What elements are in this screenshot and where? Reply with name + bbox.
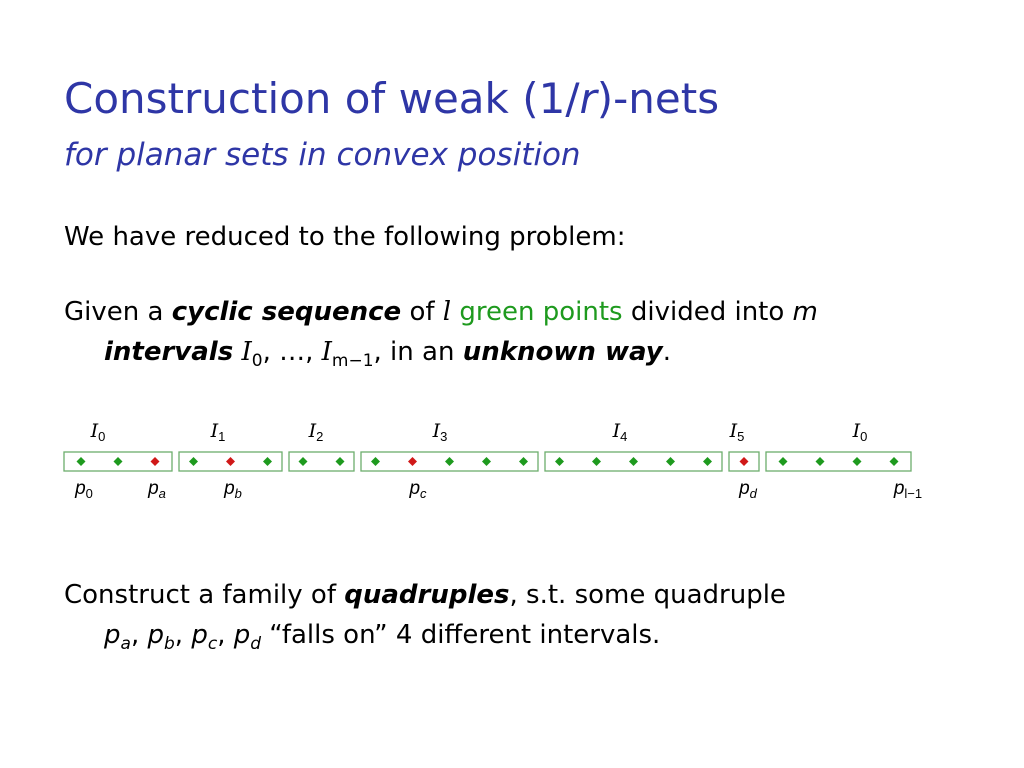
problem-line-2	[64, 332, 818, 372]
point-subscript: c	[207, 634, 218, 655]
problem-text: , in an	[373, 337, 463, 367]
point-p: p	[104, 620, 121, 650]
red-point	[226, 457, 235, 466]
problem-text: of	[401, 297, 443, 327]
problem-text: , …,	[262, 337, 322, 367]
conclusion-line-2	[64, 615, 786, 655]
green-point	[445, 457, 454, 466]
green-point	[890, 457, 899, 466]
intervals-term: intervals	[104, 337, 234, 367]
green-point	[592, 457, 601, 466]
interval-subscript: 0	[251, 351, 263, 372]
point-label-subscript: l−1	[904, 486, 923, 501]
green-point	[263, 457, 272, 466]
point-label-subscript: b	[234, 486, 242, 501]
interval-symbol: I	[321, 337, 332, 367]
interval-label-subscript: 5	[737, 429, 745, 444]
title-text-end: )-nets	[596, 74, 720, 123]
slide-title	[64, 74, 719, 124]
slide-subtitle: for planar sets in convex position	[64, 137, 581, 173]
green-point	[853, 457, 862, 466]
interval-label-subscript: 2	[316, 429, 324, 444]
variable-l: l	[442, 297, 452, 327]
green-points-term: green points	[459, 297, 623, 327]
point-label-subscript: d	[749, 486, 757, 501]
unknown-way-term: unknown way	[462, 337, 663, 367]
conclusion-text: “falls on” 4 different intervals.	[261, 620, 661, 650]
point-subscript: b	[163, 634, 175, 655]
title-text-r: r	[579, 74, 597, 123]
point-label-subscript: c	[420, 486, 427, 501]
green-point	[555, 457, 564, 466]
point-label: $p_b$	[224, 478, 242, 501]
interval-symbol: I	[241, 337, 252, 367]
point-p: p	[233, 620, 251, 650]
intro-paragraph: We have reduced to the following problem:	[64, 222, 626, 252]
point-label-subscript: a	[158, 486, 166, 501]
interval-label: $I_5$	[729, 420, 745, 444]
problem-paragraph	[64, 292, 818, 372]
point-p: p	[147, 620, 164, 650]
quadruples-term: quadruples	[344, 580, 510, 610]
problem-text: divided into	[622, 297, 793, 327]
conclusion-paragraph	[64, 575, 786, 655]
point-subscript: a	[120, 634, 131, 655]
conclusion-text: Construct a family of	[64, 580, 345, 610]
interval-box	[766, 452, 911, 471]
separator: ,	[217, 620, 234, 650]
conclusion-text: , s.t. some quadruple	[509, 580, 786, 610]
green-point	[371, 457, 380, 466]
green-point	[666, 457, 675, 466]
interval-label: $I_0$	[852, 420, 868, 444]
interval-label-subscript: 0	[860, 429, 868, 444]
red-point	[740, 457, 749, 466]
green-point	[629, 457, 638, 466]
interval-subscript: m−1	[331, 351, 374, 372]
point-label-subscript: 0	[85, 486, 93, 501]
point-subscript: d	[250, 634, 262, 655]
interval-label: $I_3$	[432, 420, 448, 444]
point-label: $p_c$	[409, 478, 427, 501]
point-p: p	[191, 620, 208, 650]
green-point	[336, 457, 345, 466]
point-label: $p_0$	[75, 478, 93, 501]
green-point	[77, 457, 86, 466]
interval-label: $I_2$	[308, 420, 324, 444]
interval-label-subscript: 0	[98, 429, 106, 444]
interval-label: $I_1$	[210, 420, 226, 444]
green-point	[703, 457, 712, 466]
title-text-start: Construction of weak (1/	[64, 74, 580, 123]
conclusion-line-1	[64, 575, 786, 615]
variable-m: m	[792, 297, 818, 327]
interval-label-subscript: 4	[620, 429, 628, 444]
green-point	[189, 457, 198, 466]
separator: ,	[174, 620, 192, 650]
interval-label: $I_0$	[90, 420, 106, 444]
point-label: $p_{l-1}$	[893, 478, 923, 501]
green-point	[299, 457, 308, 466]
point-label: $p_d$	[739, 478, 757, 501]
red-point	[408, 457, 417, 466]
problem-text: .	[662, 337, 671, 367]
point-label: $p_a$	[148, 478, 166, 501]
interval-diagram	[0, 405, 1024, 515]
green-point	[779, 457, 788, 466]
green-point	[519, 457, 528, 466]
green-point	[482, 457, 491, 466]
problem-text: Given a	[64, 297, 172, 327]
interval-label-subscript: 1	[218, 429, 226, 444]
green-point	[114, 457, 123, 466]
interval-label: $I_4$	[612, 420, 628, 444]
problem-line-1	[64, 292, 818, 332]
red-point	[151, 457, 160, 466]
separator: ,	[130, 620, 148, 650]
interval-label-subscript: 3	[440, 429, 448, 444]
cyclic-sequence-term: cyclic sequence	[171, 297, 402, 327]
green-point	[816, 457, 825, 466]
